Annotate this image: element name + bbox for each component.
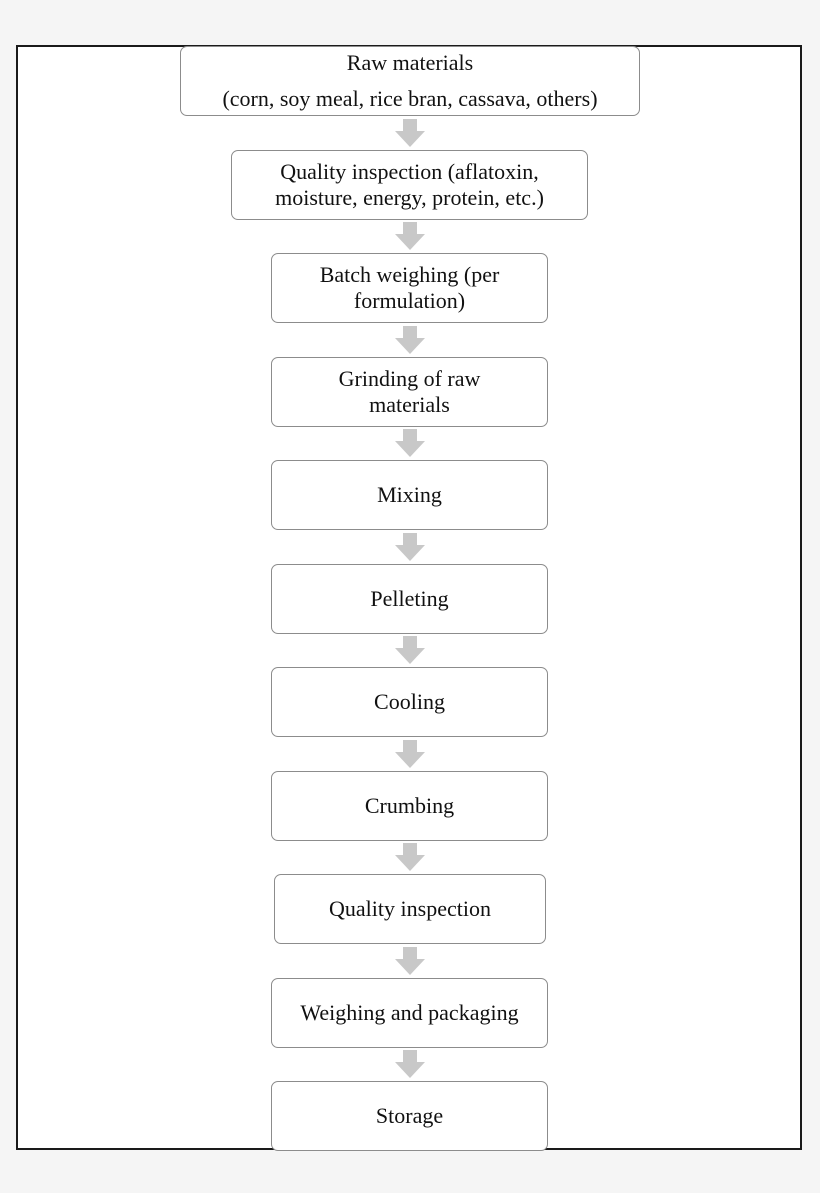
down-arrow-icon [395, 119, 425, 147]
step-quality-inspection-input [231, 150, 588, 220]
step-label-line: Weighing and packaging [300, 1000, 519, 1025]
down-arrow-icon [395, 1050, 425, 1078]
step-pelleting [271, 564, 548, 634]
step-cooling [271, 667, 548, 737]
down-arrow-icon [395, 326, 425, 354]
step-storage [271, 1081, 548, 1151]
step-label-line: Quality inspection [329, 896, 491, 921]
step-label-line: (corn, soy meal, rice bran, cassava, others) [222, 86, 598, 111]
step-label-line: moisture, energy, protein, etc.) [275, 185, 544, 210]
step-mixing [271, 460, 548, 530]
step-label-line: Batch weighing (per [319, 262, 500, 287]
down-arrow-icon [395, 740, 425, 768]
step-crumbing [271, 771, 548, 841]
step-batch-weighing [271, 253, 548, 323]
down-arrow-icon [395, 947, 425, 975]
step-label-line: materials [369, 392, 450, 417]
step-raw-materials [180, 46, 640, 116]
down-arrow-icon [395, 843, 425, 871]
step-label-line: Cooling [374, 689, 445, 714]
step-label-line: Pelleting [370, 586, 449, 611]
step-grinding [271, 357, 548, 427]
down-arrow-icon [395, 533, 425, 561]
step-label-line: Grinding of raw [338, 366, 481, 391]
step-label-line: Storage [375, 1103, 444, 1128]
step-label-line: Crumbing [364, 793, 455, 818]
down-arrow-icon [395, 222, 425, 250]
step-quality-inspection-output [274, 874, 546, 944]
step-label-line: Raw materials [346, 50, 474, 75]
down-arrow-icon [395, 636, 425, 664]
step-label-line: Mixing [377, 482, 442, 507]
step-weighing-packaging [271, 978, 548, 1048]
step-label-line: Quality inspection (aflatoxin, [280, 159, 539, 184]
down-arrow-icon [395, 429, 425, 457]
step-label-line: formulation) [353, 288, 466, 313]
